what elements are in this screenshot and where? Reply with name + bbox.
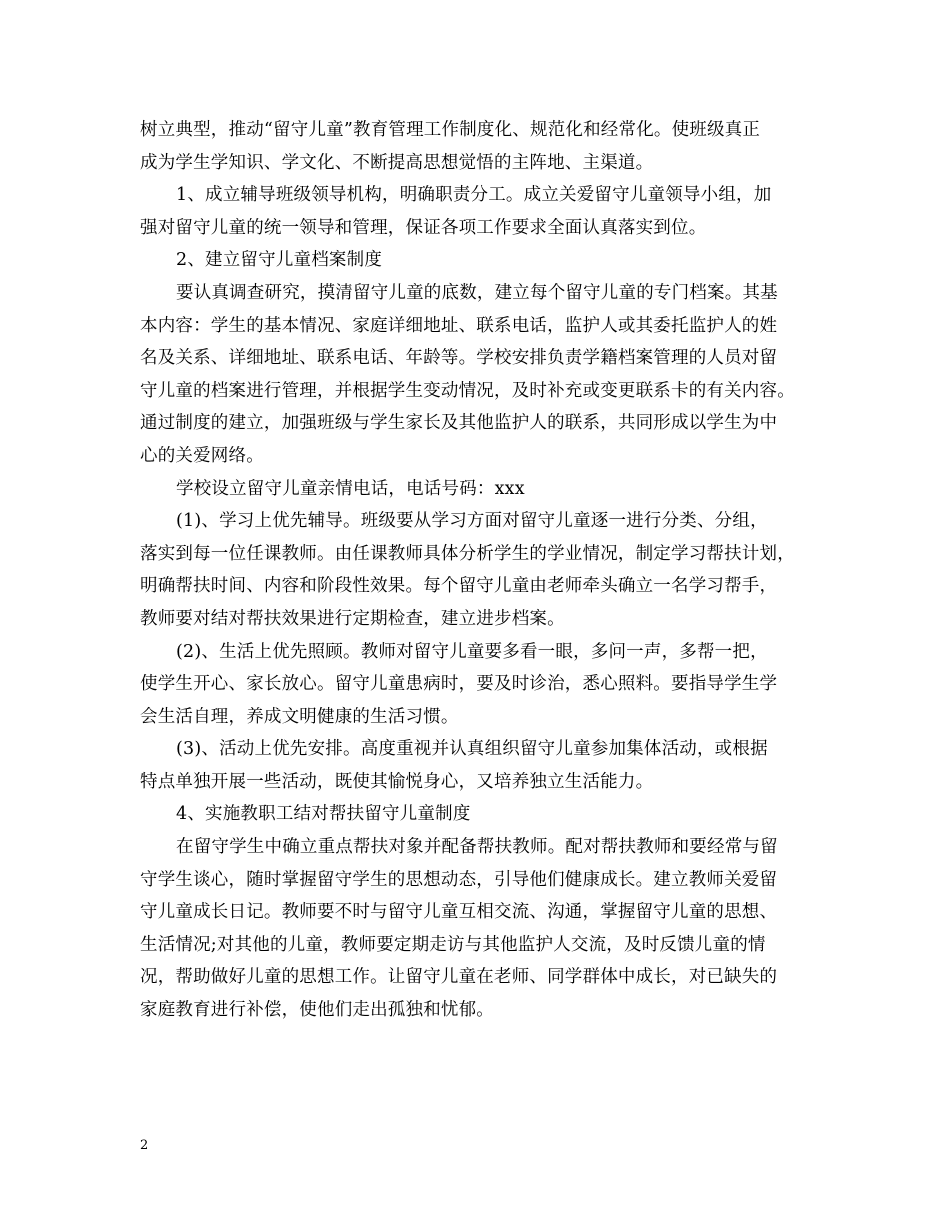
text-line: (1)、学习上优先辅导。班级要从学习方面对留守儿童逐一进行分类、分组， [176,511,768,532]
text-line: 强对留守儿童的统一领导和管理，保证各项工作要求全面认真落实到位。 [140,217,707,238]
text-line: 在留守学生中确立重点帮扶对象并配备帮扶教师。配对帮扶教师和要经常与留 [176,837,778,858]
text-line: 会生活自理，养成文明健康的生活习惯。 [140,706,459,727]
text-line: 学校设立留守儿童亲情电话，电话号码：xxx [176,478,525,499]
text-line: 本内容：学生的基本情况、家庭详细地址、联系电话，监护人或其委托监护人的姓 [140,315,778,336]
text-line: 2、建立留守儿童档案制度 [176,250,383,271]
text-line: 树立典型，推动“留守儿童”教育管理工作制度化、规范化和经常化。使班级真正 [140,120,761,140]
text-line: 心的关爱网络。 [140,445,264,466]
text-line: 教师要对结对帮扶效果进行定期检查，建立进步档案。 [140,608,565,629]
page-number: 2 [140,1138,149,1153]
text-line: 况，帮助做好儿童的思想工作。让留守儿童在老师、同学群体中成长，对已缺失的 [140,967,778,988]
text-line: 落实到每一位任课教师。由任课教师具体分析学生的学业情况，制定学习帮扶计划， [140,543,795,564]
text-line: 名及关系、详细地址、联系电话、年龄等。学校安排负责学籍档案管理的人员对留 [140,348,778,369]
text-line: 通过制度的建立，加强班级与学生家长及其他监护人的联系，共同形成以学生为中 [140,413,778,434]
body-text [140,114,830,1027]
text-line: 明确帮扶时间、内容和阶段性效果。每个留守儿童由老师牵头确立一名学习帮手， [140,576,778,597]
text-line: 守儿童成长日记。教师要不时与留守儿童互相交流、沟通，掌握留守儿童的思想、 [140,902,778,923]
text-line: (3)、活动上优先安排。高度重视并认真组织留守儿童参加集体活动，或根据 [176,739,768,760]
text-line: 1、成立辅导班级领导机构，明确职责分工。成立关爱留守儿童领导小组，加 [176,185,772,206]
text-line: 要认真调查研究，摸清留守儿童的底数，建立每个留守儿童的专门档案。其基 [176,282,778,303]
text-line: 家庭教育进行补偿，使他们走出孤独和忧郁。 [140,1000,494,1021]
text-line: 守学生谈心，随时掌握留守学生的思想动态，引导他们健康成长。建立教师关爱留 [140,869,778,890]
text-line: 成为学生学知识、学文化、不断提高思想觉悟的主阵地、主渠道。 [140,152,654,173]
text-line: 守儿童的档案进行管理，并根据学生变动情况，及时补充或变更联系卡的有关内容。 [140,380,795,401]
text-line: (2)、生活上优先照顾。教师对留守儿童要多看一眼，多问一声，多帮一把， [176,641,768,662]
text-line: 4、实施教职工结对帮扶留守儿童制度 [176,804,471,825]
text-line: 使学生开心、家长放心。留守儿童患病时，要及时诊治，悉心照料。要指导学生学 [140,674,778,695]
text-line: 特点单独开展一些活动，既使其愉悦身心，又培养独立生活能力。 [140,771,654,792]
text-line: 生活情况;对其他的儿童，教师要定期走访与其他监护人交流，及时反馈儿童的情 [140,934,766,955]
